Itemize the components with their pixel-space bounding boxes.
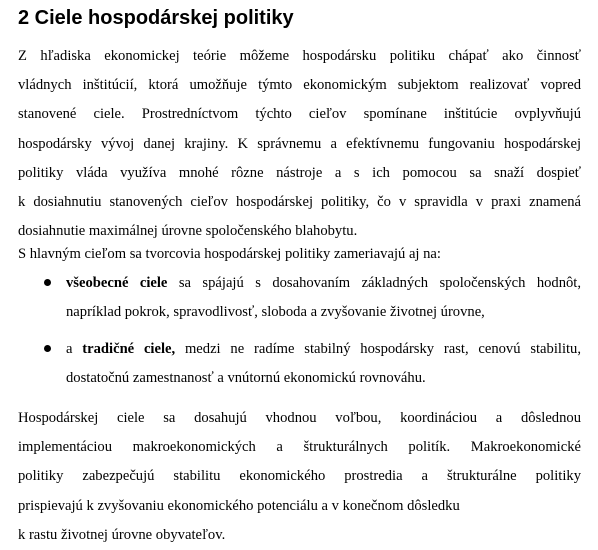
paragraph-line: Z hľadiska ekonomickej teórie môžeme hospodársku politiku chápať ako činnosť <box>18 48 581 64</box>
bullet-term: všeobecné ciele <box>66 275 168 291</box>
bullet-text <box>66 335 581 393</box>
bullet-icon <box>44 279 51 286</box>
bullet-line: dostatočnú zamestnanosť a vnútornú ekonomickú rovnováhu. <box>66 370 426 386</box>
paragraph-line: politiky zabezpečujú stabilitu ekonomického prostredia a štrukturálne politiky <box>18 468 581 485</box>
paragraph-line: Hospodárskej ciele sa dosahujú vhodnou voľbou, koordináciou a dôslednou <box>18 410 581 426</box>
paragraph-implementation <box>18 404 581 550</box>
section-heading: 2 Ciele hospodárskej politiky <box>18 7 294 29</box>
list-intro: S hlavným cieľom sa tvorcovia hospodárskej politiky zameriavajú aj na: <box>18 246 441 262</box>
bullet-description: sa spájajú s dosahovaním základných spoločenských hodnôt, <box>167 275 582 291</box>
paragraph-line: dosiahnutie maximálnej úrovne spoločenského blahobytu. <box>18 223 358 240</box>
paragraph-line: vládnych inštitúcií, ktorá umožňuje týmto ekonomickým subjektom realizovať vopred <box>18 77 581 94</box>
paragraph-line: k rastu životnej úrovne obyvateľov. <box>18 526 226 543</box>
paragraph-line: stanovené ciele. Prostredníctvom týchto cieľov spomínane inštitúcie ovplyvňujú <box>18 106 581 123</box>
paragraph-definition <box>18 42 581 246</box>
paragraph-line: prispievajú k zvyšovaniu ekonomického potenciálu a v konečnom dôsledku <box>18 497 460 514</box>
bullet-line: napríklad pokrok, spravodlivosť, sloboda a zvyšovanie životnej úrovne, <box>66 304 485 320</box>
bullet-prefix: a <box>66 341 83 357</box>
paragraph-line: k dosiahnutiu stanovených cieľov hospodárskej politiky, čo v spravidla v praxi znamená <box>18 194 581 211</box>
paragraph-line: politiky vláda využíva mnohé rôzne nástroje a s ich pomocou sa snaží dospieť <box>18 164 581 181</box>
bullet-icon <box>44 345 51 352</box>
bullet-description: medzi ne radíme stabilný hospodársky rast, cenovú stabilitu, <box>175 341 581 357</box>
bullet-line <box>66 269 581 298</box>
paragraph-line: implementáciou makroekonomických a štrukturálnych politík. Makroekonomické <box>18 439 581 456</box>
bullet-line <box>66 335 581 364</box>
paragraph-line: hospodársky vývoj danej krajiny. K správnemu a efektívnemu fungovaniu hospodárskej <box>18 135 581 152</box>
bullet-text <box>66 269 581 327</box>
bullet-term: tradičné ciele, <box>82 341 176 357</box>
